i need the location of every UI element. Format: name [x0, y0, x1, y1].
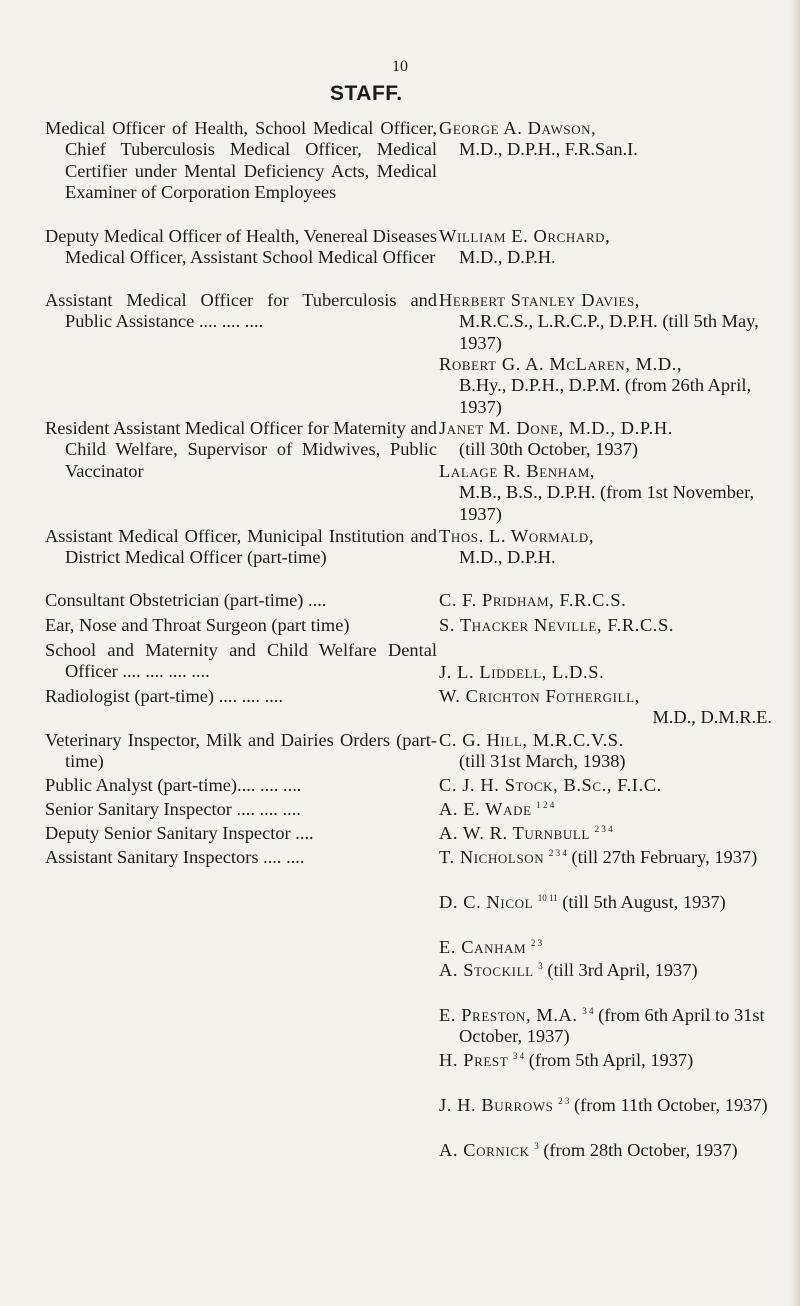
holder-dawson — [439, 118, 784, 161]
holder-stock: C. J. H. Stock, B.Sc., F.I.C. — [439, 775, 662, 795]
holder-liddell: J. L. Liddell, L.D.S. — [439, 662, 605, 682]
position-ent-surgeon: Ear, Nose and Throat Surgeon (part time) — [45, 615, 350, 635]
footnote-marks: 3 — [538, 961, 543, 971]
footnote-marks: 2 3 — [558, 1096, 570, 1106]
position-dental-officer: School and Maternity and Child Welfare Dental Officer .... .... .... .... — [45, 640, 437, 682]
holder-name: H. Prest — [439, 1050, 509, 1070]
holder-detail: B.Hy., D.P.H., D.P.M. (from 26th April, 1937) — [459, 375, 752, 417]
holder-name: A. Stockill — [439, 960, 534, 980]
holder-hill — [439, 730, 784, 773]
position-radiologist: Radiologist (part-time) .... .... .... — [45, 686, 284, 706]
footnote-marks: 3 4 — [512, 1051, 525, 1061]
holder-name: E. Preston, M.A. — [439, 1005, 578, 1025]
holder-detail: M.D., D.P.H., F.R.San.I. — [459, 139, 638, 160]
position-obstetrician: Consultant Obstetrician (part-time) .... — [45, 590, 327, 610]
holder-name: T. Nicholson — [439, 847, 545, 867]
holder-detail: (till 27th February, 1937) — [571, 847, 758, 867]
holder-mclaren — [439, 354, 784, 418]
position-deputy-moh: Deputy Medical Officer of Health, Venereal Diseases Medical Officer, Assistant School Medical Officer — [45, 226, 438, 268]
holder-prest — [439, 1050, 800, 1071]
holder-name: D. C. Nicol — [439, 892, 534, 912]
holder-detail: (till 30th October, 1937) — [459, 439, 639, 460]
holder-name: E. Canham — [439, 937, 527, 957]
holder-stockill — [439, 960, 800, 981]
holder-pridham: C. F. Pridham, F.R.C.S. — [439, 590, 627, 610]
holder-wormald — [439, 526, 784, 569]
holder-detail: (till 31st March, 1938) — [459, 751, 626, 772]
holder-burrows — [439, 1095, 800, 1116]
holder-cornick — [439, 1140, 800, 1161]
holder-name: J. H. Burrows — [439, 1095, 554, 1115]
position-veterinary-inspector: Veterinary Inspector, Milk and Dairies Orders (part-time) — [45, 730, 437, 772]
holder-detail: (from 6th April to 31st October, 1937) — [459, 1005, 765, 1047]
footnote-marks: 2 3 4 — [548, 848, 567, 858]
holder-detail: M.R.C.S., L.R.C.P., D.P.H. (till 5th May, 1937) — [459, 311, 759, 353]
holder-done — [439, 418, 784, 461]
holder-detail: (till 3rd April, 1937) — [547, 960, 698, 980]
holder-name: A. E. Wade — [439, 799, 532, 819]
holder-detail: M.D., D.P.H. — [459, 547, 556, 568]
holder-detail: (from 11th October, 1937) — [573, 1095, 768, 1115]
holder-name: George A. Dawson, — [439, 118, 597, 138]
footnote-marks: 1 2 4 — [536, 800, 555, 810]
footnote-marks: 10 11 — [537, 893, 558, 903]
holder-preston — [439, 1005, 800, 1048]
position-deputy-senior-sanitary-inspector: Deputy Senior Sanitary Inspector .... — [45, 823, 314, 843]
holder-nicol — [439, 892, 800, 913]
holder-name: Lalage R. Benham, — [439, 461, 596, 481]
holder-davies — [439, 290, 784, 354]
holder-nicholson — [439, 847, 800, 868]
holder-detail: (till 5th August, 1937) — [562, 892, 726, 912]
position-senior-sanitary-inspector: Senior Sanitary Inspector .... .... .... — [45, 799, 301, 819]
holder-turnbull — [439, 823, 784, 844]
footnote-marks: 3 4 — [582, 1006, 594, 1016]
holder-name: Robert G. A. McLaren, M.D., — [439, 354, 683, 374]
holder-benham — [439, 461, 784, 525]
footnote-marks: 2 3 4 — [594, 824, 613, 834]
holder-name: A. W. R. Turnbull — [439, 823, 590, 843]
footnote-marks: 3 — [534, 1141, 539, 1151]
position-asst-mo-tb: Assistant Medical Officer for Tuberculosis and Public Assistance .... .... .... — [45, 290, 437, 332]
position-asst-mo-institution: Assistant Medical Officer, Municipal Institution and District Medical Officer (part-time) — [45, 526, 437, 568]
holder-detail: M.D., D.P.H. — [459, 247, 556, 268]
holder-name: William E. Orchard, — [439, 226, 611, 246]
position-moh: Medical Officer of Health, School Medical Officer, Chief Tuberculosis Medical Officer, Medical Certifier under Mental Deficiency Acts, Medical Examiner of Corporation Employees — [45, 118, 437, 203]
holder-name: A. Cornick — [439, 1140, 530, 1160]
page-number: 10 — [392, 58, 408, 75]
holder-name: Thos. L. Wormald, — [439, 526, 595, 546]
holder-detail: (from 28th October, 1937) — [543, 1140, 738, 1160]
position-resident-asst-mo: Resident Assistant Medical Officer for Maternity and Child Welfare, Supervisor of Midwives, Public Vaccinator — [45, 418, 437, 481]
holder-neville: S. Thacker Neville, F.R.C.S. — [439, 615, 675, 635]
position-assistant-sanitary-inspectors: Assistant Sanitary Inspectors .... .... — [45, 847, 305, 867]
footnote-marks: 2 3 — [530, 938, 543, 948]
holder-name: Janet M. Done, M.D., D.P.H. — [439, 418, 673, 438]
holder-detail: M.D., D.M.R.E. — [652, 707, 772, 728]
position-public-analyst: Public Analyst (part-time).... .... .... — [45, 775, 302, 795]
page-title: STAFF. — [330, 82, 403, 105]
holder-detail: (from 5th April, 1937) — [528, 1050, 694, 1070]
page-edge-shadow — [790, 0, 800, 1306]
holder-name: W. Crichton Fothergill, — [439, 686, 640, 706]
holder-fothergill — [439, 686, 784, 729]
holder-orchard — [439, 226, 784, 269]
holder-canham — [439, 937, 784, 958]
holder-name: C. G. Hill, M.R.C.V.S. — [439, 730, 624, 750]
holder-detail: M.B., B.S., D.P.H. (from 1st November, 1937) — [459, 482, 755, 524]
holder-name: Herbert Stanley Davies, — [439, 290, 640, 310]
holder-wade — [439, 799, 784, 820]
